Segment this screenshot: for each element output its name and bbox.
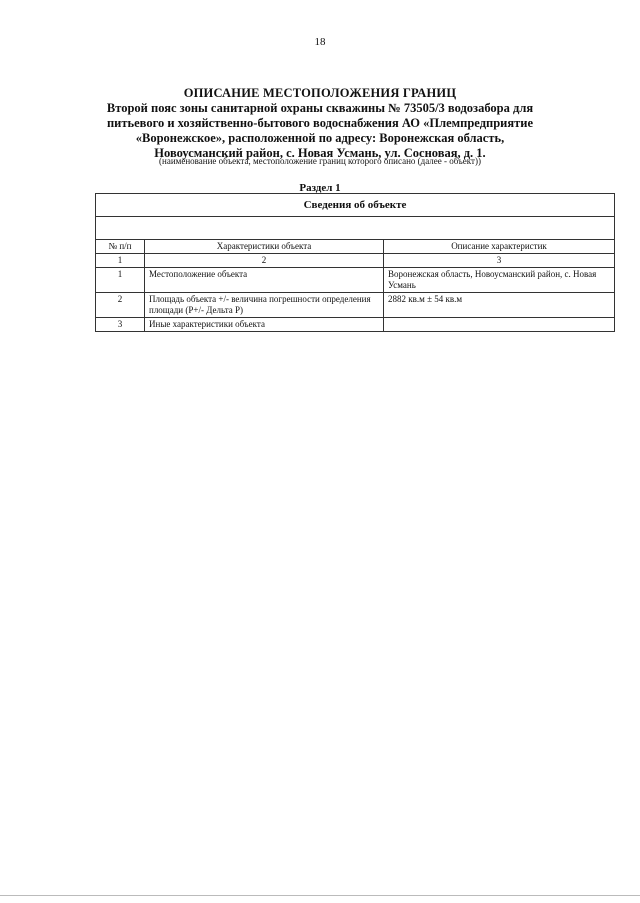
row-description [384,318,615,332]
column-header: № п/п [96,240,145,254]
table-header: Сведения об объекте [96,194,615,217]
row-characteristic: Местоположение объекта [145,268,384,293]
page-number: 18 [314,36,326,48]
row-description: 2882 кв.м ± 54 кв.м [384,293,615,318]
document-title [90,86,550,161]
object-info-table [95,193,615,332]
column-number: 3 [384,254,615,268]
table-row [96,293,615,318]
column-header: Характеристики объекта [145,240,384,254]
row-number: 1 [96,268,145,293]
row-description: Воронежская область, Новоусманский район, с. Новая Усмань [384,268,615,293]
title-line-3: расположенной по адресу: Воронежская область, Новоусманский район, с. Новая [154,131,505,160]
row-characteristic: Площадь объекта +/- величина погрешности определения площади (Р+/- Дельта Р) [145,293,384,318]
row-characteristic: Иные характеристики объекта [145,318,384,332]
object-subtitle: (наименование объекта, местоположение границ которого описано (далее - объект)) [159,156,481,166]
column-number: 2 [145,254,384,268]
scan-edge-line [0,895,640,896]
column-header: Описание характеристик [384,240,615,254]
title-line-2: и хозяйственно-бытового водоснабжения АО «Племпредприятие «Воронежское», [135,116,534,145]
table-column-numbers [96,254,615,268]
row-number: 2 [96,293,145,318]
row-number: 3 [96,318,145,332]
table-spacer-row [96,217,615,240]
table-row [96,268,615,293]
title-line-1: Второй пояс зоны санитарной охраны скважины № 73505/3 водозабора для питьевого [106,101,534,130]
table-column-headers [96,240,615,254]
title-line-4: Усмань, ул. Сосновая, д. 1. [336,146,486,160]
section-title: Раздел 1 [299,182,341,194]
table-row [96,318,615,332]
title-main: ОПИСАНИЕ МЕСТОПОЛОЖЕНИЯ ГРАНИЦ [183,86,457,100]
column-number: 1 [96,254,145,268]
